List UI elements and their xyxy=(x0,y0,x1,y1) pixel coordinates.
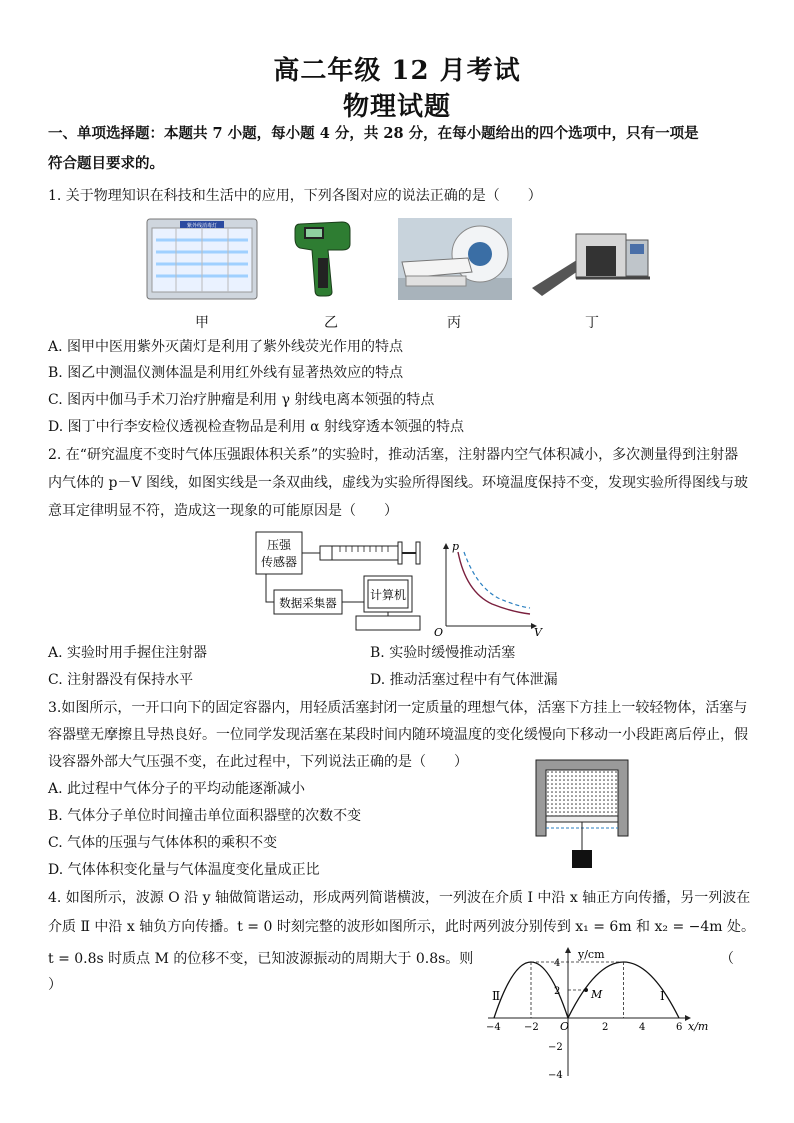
caption-yi: 乙 xyxy=(324,315,338,331)
x-tick-2: 2 xyxy=(602,1022,609,1033)
axis-v-label: V xyxy=(534,626,542,638)
x-tick-neg4: −4 xyxy=(486,1022,501,1033)
q3-option-c: C. 气体的压强与气体体积的乘积不变 xyxy=(48,835,278,851)
q2-stem-line3: 意耳定律明显不符，造成这一现象的可能原因是（ ） xyxy=(48,503,398,519)
q3-stem-line3: 设容器外部大气压强不变，在此过程中，下列说法正确的是（ ） xyxy=(48,754,468,770)
exam-title: 高二年级 12 月考试 xyxy=(273,56,521,86)
q1-option-b: B. 图乙中测温仪测体温是利用红外线有显著热效应的特点 xyxy=(48,365,404,381)
x-tick-4: 4 xyxy=(639,1022,646,1033)
lamp-label: 紫外线消毒灯 xyxy=(186,223,218,229)
q2-option-b: B. 实验时缓慢推动活塞 xyxy=(370,645,516,661)
ir-thermometer-image xyxy=(292,218,354,300)
q3-stem-line1: 3.如图所示，一开口向下的固定容器内，用轻质活塞封闭一定质量的理想气体，活塞下方挂上一较轻物体，活塞与 xyxy=(48,700,748,716)
q2-option-d: D. 推动活塞过程中有气体泄漏 xyxy=(370,672,558,688)
security-scanner-image xyxy=(530,218,654,300)
y-axis-label: y/cm xyxy=(578,948,605,961)
caption-jia: 甲 xyxy=(195,315,209,331)
point-m xyxy=(584,988,588,992)
q4-paren-close: ） xyxy=(48,977,62,993)
section-heading-line1: 一、单项选择题：本题共 7 小题，每小题 4 分，共 28 分，在每小题给出的四个选项中，只有一项是 xyxy=(48,125,699,142)
q4-stem-line1: 4. 如图所示，波源 O 沿 y 轴做简谐运动，形成两列简谐横波，一列波在介质 Ⅰ 中沿 x 轴正方向传播，另一列波在 xyxy=(48,890,751,906)
experimental-curve xyxy=(464,552,530,608)
q4-paren-open: （ xyxy=(720,951,734,967)
q3-option-a: A. 此过程中气体分子的平均动能逐渐减小 xyxy=(48,781,306,797)
q1-option-d: D. 图丁中行李安检仪透视检查物品是利用 α 射线穿透本领强的特点 xyxy=(48,419,464,435)
q1-stem: 1. 关于物理知识在科技和生活中的应用，下列各图对应的说法正确的是（ ） xyxy=(48,188,542,204)
exam-subtitle: 物理试题 xyxy=(342,92,451,122)
collector-label: 数据采集器 xyxy=(279,596,337,610)
section-heading-line2: 符合题目要求的。 xyxy=(48,155,164,172)
uv-lamp-image xyxy=(146,218,258,300)
caption-ding: 丁 xyxy=(585,315,599,331)
medium-2-label: Ⅱ xyxy=(492,989,501,1003)
q2-stem-line2: 内气体的 p－V 图线，如图实线是一条双曲线，虚线为实验所得图线。环境温度保持不变，发现实验所得图线与玻 xyxy=(48,475,748,491)
point-m-label: M xyxy=(591,988,603,1001)
q3-option-b: B. 气体分子单位时间撞击单位面积器壁的次数不变 xyxy=(48,808,362,824)
y-tick-4: 4 xyxy=(554,958,561,969)
graph-origin-label: O xyxy=(560,1020,570,1033)
origin-label: O xyxy=(434,626,444,638)
y-tick-neg4: −4 xyxy=(548,1070,563,1078)
q4-wave-graph xyxy=(484,944,714,1078)
q3-container-diagram xyxy=(534,758,630,870)
q2-pv-graph xyxy=(432,538,544,638)
sensor-label-1: 压强 xyxy=(266,538,292,552)
x-tick-6: 6 xyxy=(676,1022,683,1033)
q3-option-d: D. 气体体积变化量与气体温度变化量成正比 xyxy=(48,862,320,878)
q4-stem-line2: 介质 Ⅱ 中沿 x 轴负方向传播。t = 0 时刻完整的波形如图所示，此时两列波分别传到 x₁ = 6m 和 x₂ = −4m 处。 xyxy=(48,919,755,935)
q3-stem-line2: 容器壁无摩擦且导热良好。一位同学发现活塞在某段时间内随环境温度的变化缓慢向下移动一小段距离后停止，假 xyxy=(48,727,748,743)
hyperbola-curve xyxy=(458,552,530,614)
q2-option-a: A. 实验时用手握住注射器 xyxy=(48,645,208,661)
y-tick-neg2: −2 xyxy=(548,1042,563,1053)
medium-1-label: Ⅰ xyxy=(660,989,665,1003)
gamma-knife-image xyxy=(398,218,512,300)
q4-stem-line3: t = 0.8s 时质点 M 的位移不变，已知波源振动的周期大于 0.8s。则 xyxy=(48,951,474,967)
computer-label: 计算机 xyxy=(369,588,407,602)
x-tick-neg2: −2 xyxy=(524,1022,539,1033)
q1-option-c: C. 图丙中伽马手术刀治疗肿瘤是利用 γ 射线电离本领强的特点 xyxy=(48,392,435,408)
q1-option-a: A. 图甲中医用紫外灭菌灯是利用了紫外线荧光作用的特点 xyxy=(48,339,404,355)
y-tick-2: 2 xyxy=(554,986,561,997)
q2-stem-line1: 2. 在“研究温度不变时气体压强跟体积关系”的实验时，推动活塞，注射器内空气体积减小，多次测量得到注射器 xyxy=(48,447,739,463)
x-axis-label: x/m xyxy=(688,1020,709,1033)
sensor-label-2: 传感器 xyxy=(260,555,298,569)
caption-bing: 丙 xyxy=(447,315,461,331)
q2-option-c: C. 注射器没有保持水平 xyxy=(48,672,194,688)
axis-p-label: p xyxy=(452,540,460,553)
